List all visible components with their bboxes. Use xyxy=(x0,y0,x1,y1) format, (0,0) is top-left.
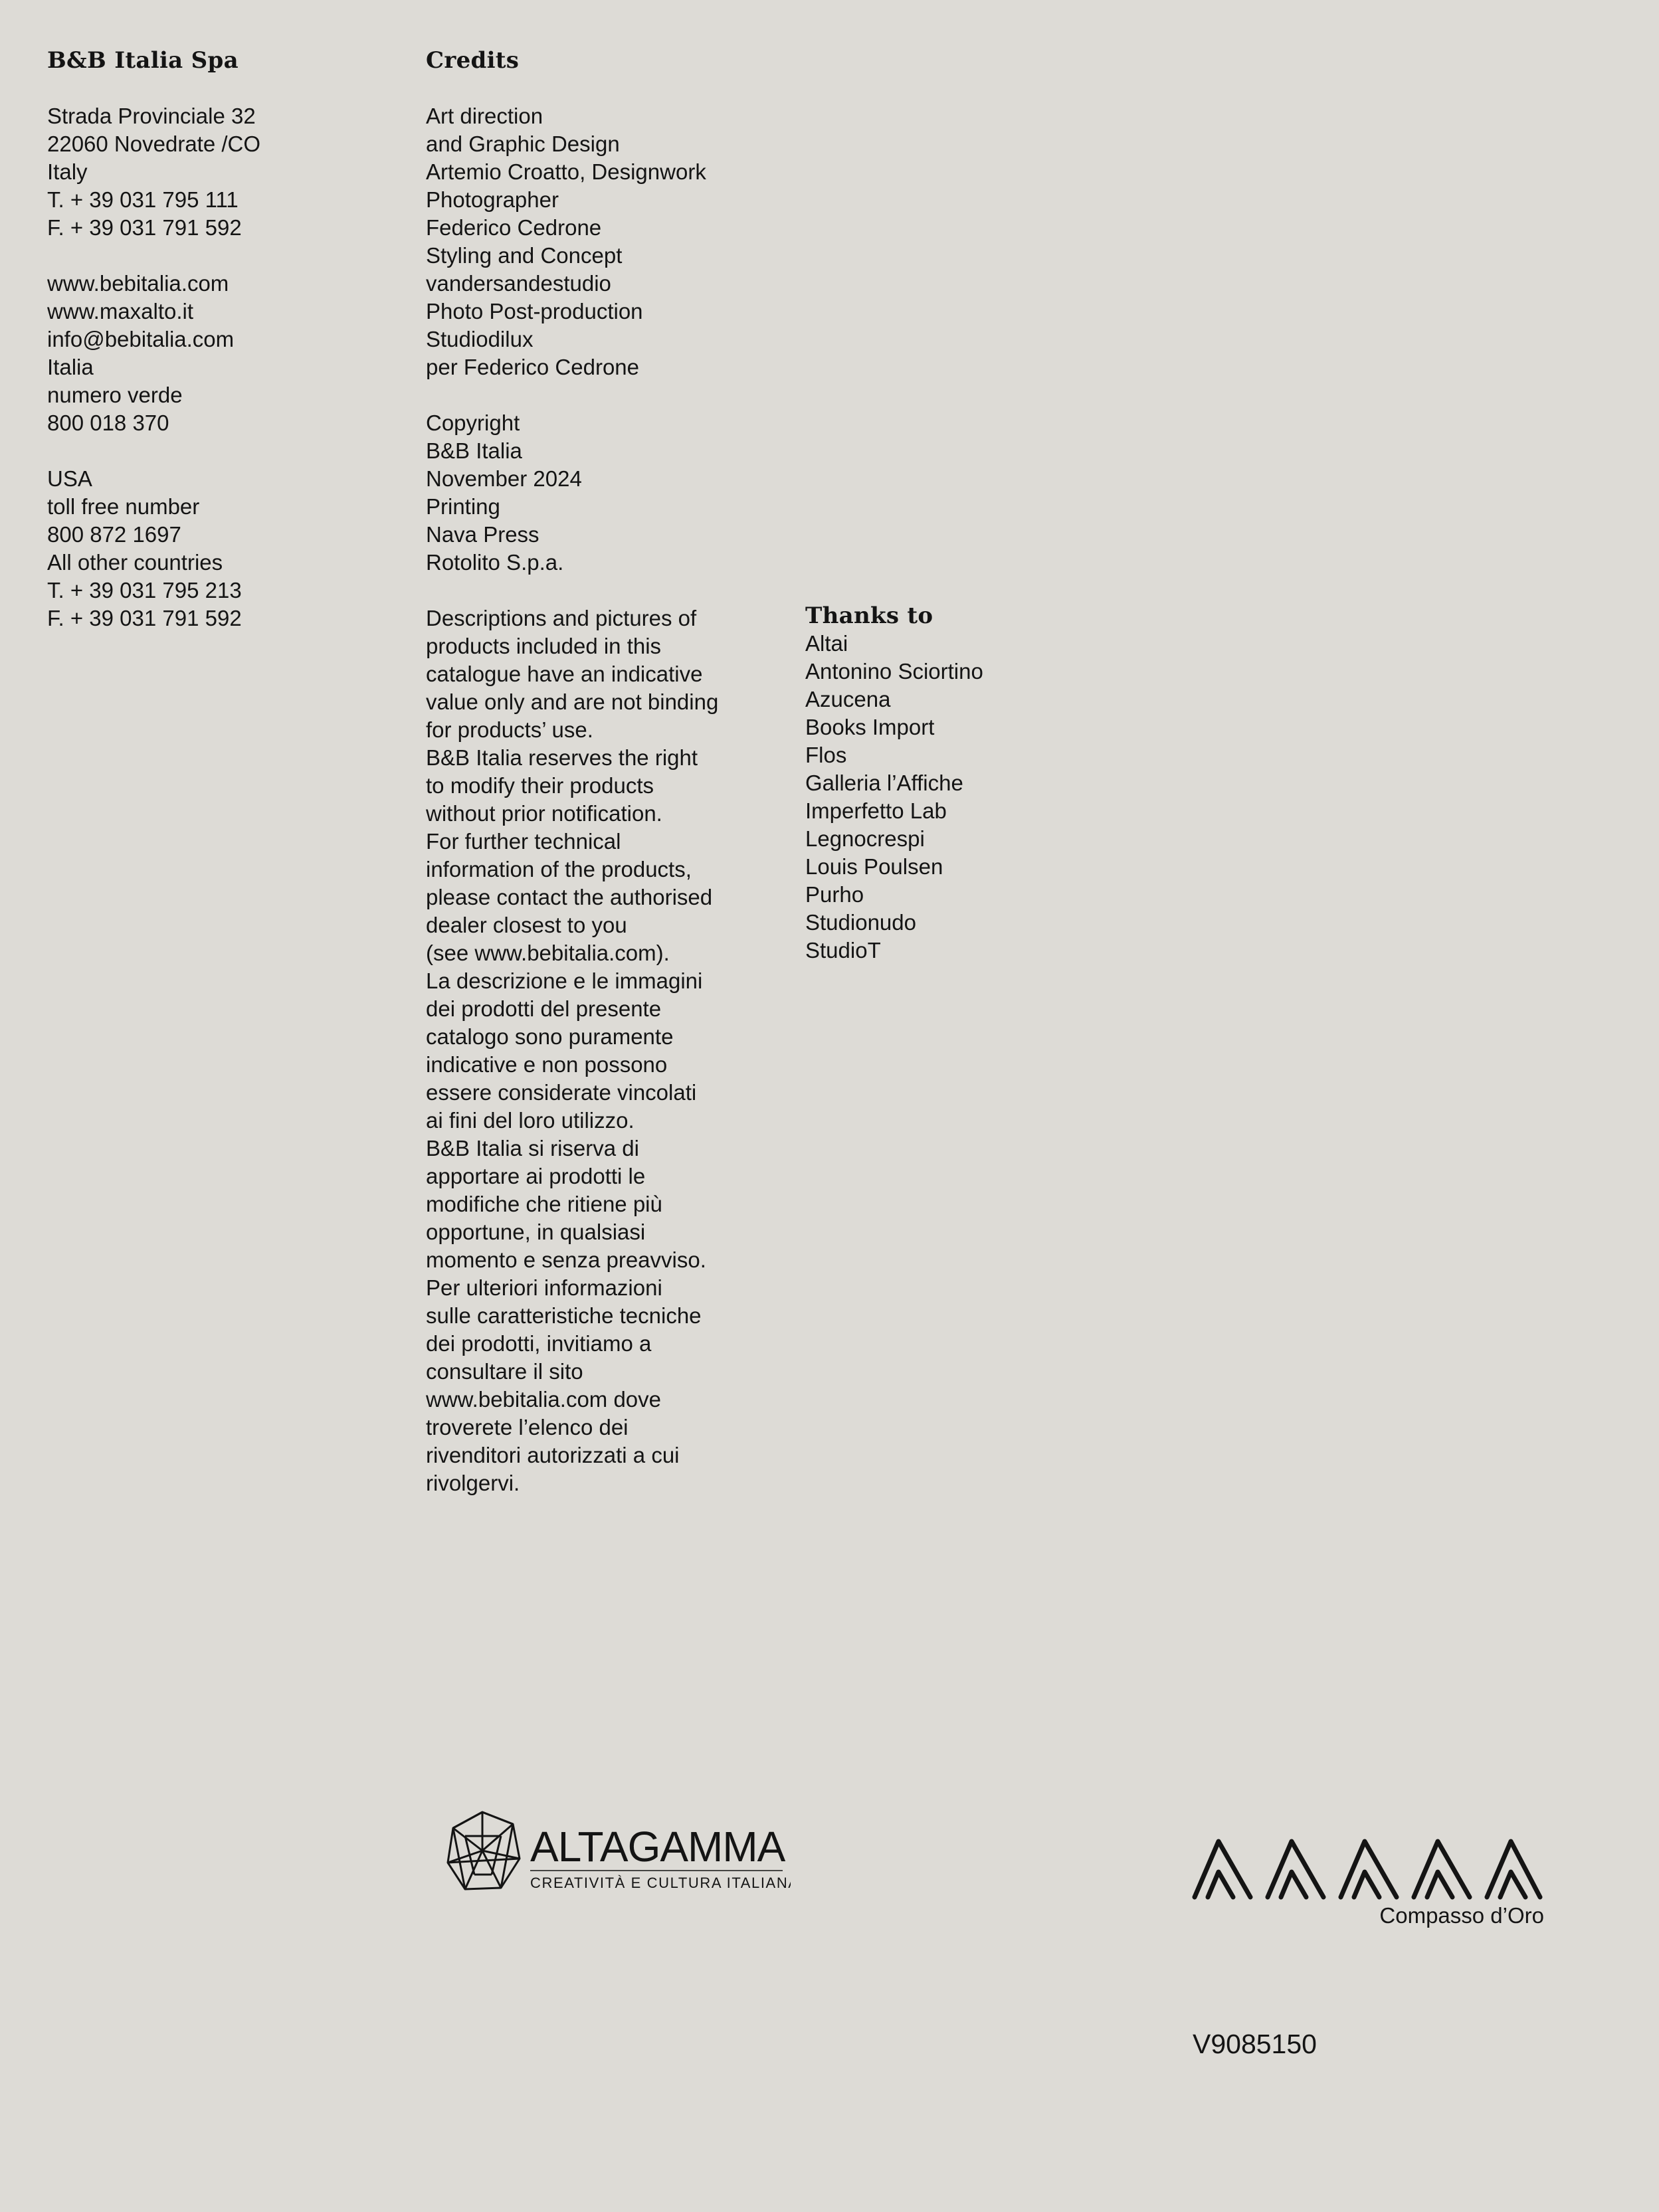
credit-line: Photographer xyxy=(426,187,559,212)
contact-line: 800 872 1697 xyxy=(47,522,181,547)
thanks-title: Thanks to xyxy=(805,602,933,629)
disclaimer-line: information of the products, xyxy=(426,857,692,881)
list-item: Studionudo xyxy=(805,910,916,935)
contact-line: All other countries xyxy=(47,550,223,575)
disclaimer-line: modifiche che ritiene più xyxy=(426,1192,662,1216)
credit-line: and Graphic Design xyxy=(426,132,620,156)
altagamma-logo xyxy=(445,1809,791,1903)
credit-line: per Federico Cedrone xyxy=(426,355,640,379)
list-item: Flos xyxy=(805,743,847,767)
disclaimer-line: catalogue have an indicative xyxy=(426,662,703,686)
disclaimer-line: for products’ use. xyxy=(426,717,593,742)
compasso-icon xyxy=(1414,1841,1470,1897)
list-item: Purho xyxy=(805,882,864,907)
copyright-line: Rotolito S.p.a. xyxy=(426,550,564,575)
disclaimer-line: opportune, in qualsiasi xyxy=(426,1220,646,1244)
list-item: Galleria l’Affiche xyxy=(805,771,963,795)
credit-line: Photo Post-production xyxy=(426,299,643,323)
credit-line: Federico Cedrone xyxy=(426,215,602,240)
compasso-icon xyxy=(1341,1841,1397,1897)
copyright-line: November 2024 xyxy=(426,466,582,491)
company-address xyxy=(47,102,379,242)
geodesic-sphere-icon xyxy=(448,1812,520,1889)
compasso-doro-logo xyxy=(1192,1837,1544,1928)
disclaimer-line: apportare ai prodotti le xyxy=(426,1164,646,1188)
altagamma-tagline: CREATIVITÀ E CULTURA ITALIANA xyxy=(530,1875,791,1891)
credits-copyright xyxy=(426,409,758,577)
disclaimer-line: Per ulteriori informazioni xyxy=(426,1275,662,1300)
thanks-list xyxy=(805,630,1137,965)
credit-line: Styling and Concept xyxy=(426,243,623,268)
credits-title: Credits xyxy=(426,47,520,74)
disclaimer-line: rivenditori autorizzati a cui xyxy=(426,1443,680,1467)
disclaimer-line: rivolgervi. xyxy=(426,1471,520,1495)
website-link-bebitalia: www.bebitalia.com xyxy=(47,271,229,296)
disclaimer-line: Descriptions and pictures of xyxy=(426,606,697,630)
copyright-line: Copyright xyxy=(426,411,520,435)
address-line: Strada Provinciale 32 xyxy=(47,104,256,128)
disclaimer-line: please contact the authorised xyxy=(426,885,713,909)
list-item: Legnocrespi xyxy=(805,826,925,851)
company-column xyxy=(47,46,379,632)
disclaimer-line: without prior notification. xyxy=(426,801,662,826)
disclaimer-line: B&B Italia reserves the right xyxy=(426,745,698,770)
disclaimer-line: to modify their products xyxy=(426,773,654,798)
altagamma-wordmark: ALTAGAMMA xyxy=(530,1823,785,1871)
list-item: Imperfetto Lab xyxy=(805,798,947,823)
disclaimer-line: (see www.bebitalia.com). xyxy=(426,941,670,965)
disclaimer-line: products included in this xyxy=(426,634,662,658)
disclaimer-line: dealer closest to you xyxy=(426,913,627,937)
credits-staff xyxy=(426,102,758,381)
address-line: 22060 Novedrate /CO xyxy=(47,132,261,156)
copyright-line: Printing xyxy=(426,494,500,519)
contact-line: USA xyxy=(47,466,92,491)
credit-line: vandersandestudio xyxy=(426,271,611,296)
disclaimer-line: B&B Italia si riserva di xyxy=(426,1136,639,1160)
disclaimer-line: consultare il sito xyxy=(426,1359,583,1384)
website-link-maxalto: www.maxalto.it xyxy=(47,299,194,323)
contact-line: Italia xyxy=(47,355,94,379)
list-item: Azucena xyxy=(805,687,891,711)
disclaimer-line: dei prodotti del presente xyxy=(426,996,662,1021)
list-item: Antonino Sciortino xyxy=(805,659,983,684)
contact-line: F. + 39 031 791 592 xyxy=(47,606,242,630)
company-contacts xyxy=(47,270,379,437)
address-line: F. + 39 031 791 592 xyxy=(47,215,242,240)
compasso-icon xyxy=(1268,1841,1323,1897)
disclaimer-line: www.bebitalia.com dove xyxy=(426,1387,662,1412)
address-line: Italy xyxy=(47,159,88,184)
altagamma-logo-graphic xyxy=(445,1809,791,1900)
disclaimer-line: catalogo sono puramente xyxy=(426,1024,674,1049)
compasso-icon xyxy=(1487,1841,1540,1897)
contact-line: numero verde xyxy=(47,383,183,407)
email-address: info@bebitalia.com xyxy=(47,327,235,351)
company-name: B&B Italia Spa xyxy=(47,47,239,74)
compasso-icon xyxy=(1195,1841,1250,1897)
contact-line: T. + 39 031 795 213 xyxy=(47,578,242,602)
international-contacts xyxy=(47,465,379,632)
disclaimer-text xyxy=(426,604,758,1497)
compasso-doro-label: Compasso d’Oro xyxy=(1379,1903,1544,1928)
disclaimer-line: indicative e non possono xyxy=(426,1052,668,1077)
disclaimer-line: dei prodotti, invitiamo a xyxy=(426,1331,652,1356)
copyright-line: Nava Press xyxy=(426,522,539,547)
credits-column xyxy=(426,46,758,1497)
contact-line: toll free number xyxy=(47,494,200,519)
disclaimer-line: ai fini del loro utilizzo. xyxy=(426,1108,634,1133)
credit-line: Artemio Croatto, Designwork xyxy=(426,159,706,184)
disclaimer-line: For further technical xyxy=(426,829,621,854)
disclaimer-line: momento e senza preavviso. xyxy=(426,1247,706,1272)
disclaimer-line: essere considerate vincolati xyxy=(426,1080,697,1105)
thanks-column xyxy=(805,602,1137,965)
disclaimer-line: sulle caratteristiche tecniche xyxy=(426,1303,702,1328)
credit-line: Art direction xyxy=(426,104,543,128)
list-item: Altai xyxy=(805,631,848,656)
compasso-doro-marks xyxy=(1192,1837,1544,1901)
list-item: StudioT xyxy=(805,938,881,963)
disclaimer-line: troverete l’elenco dei xyxy=(426,1415,629,1439)
credit-line: Studiodilux xyxy=(426,327,534,351)
list-item: Books Import xyxy=(805,715,935,739)
disclaimer-line: value only and are not binding xyxy=(426,690,719,714)
address-line: T. + 39 031 795 111 xyxy=(47,187,239,212)
copyright-line: B&B Italia xyxy=(426,438,522,463)
disclaimer-line: La descrizione e le immagini xyxy=(426,968,703,993)
catalog-code: V9085150 xyxy=(1193,2029,1317,2059)
list-item: Louis Poulsen xyxy=(805,854,943,879)
contact-line: 800 018 370 xyxy=(47,411,169,435)
